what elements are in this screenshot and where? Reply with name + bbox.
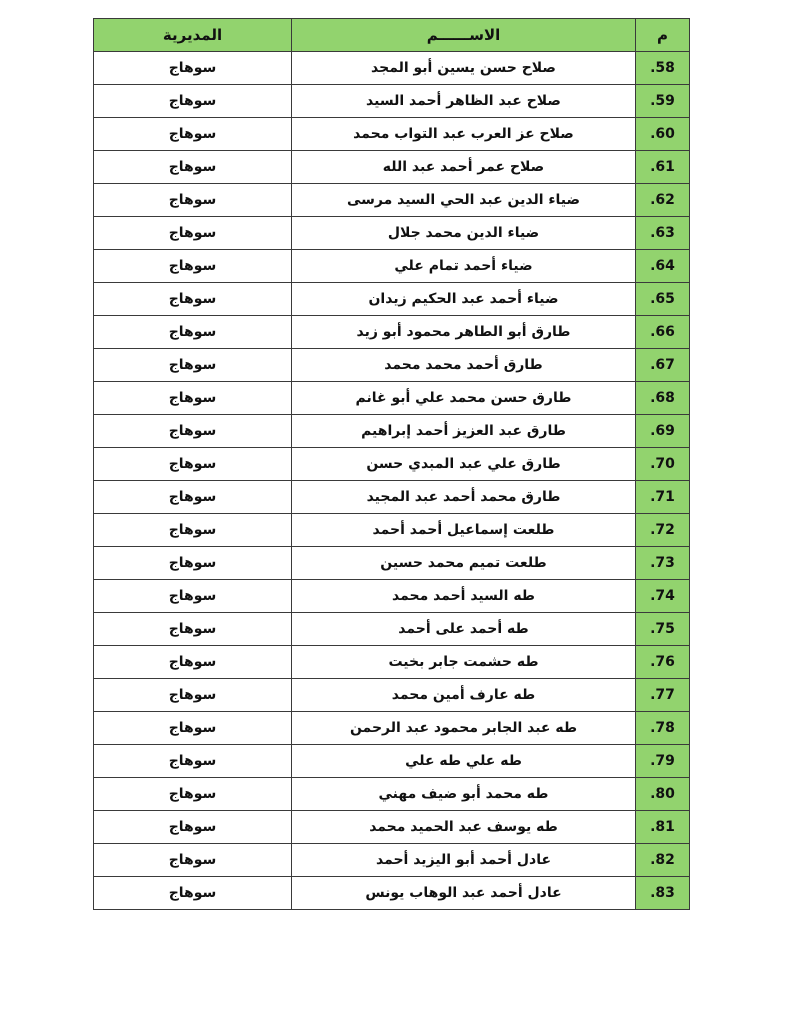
table-row: [94, 646, 690, 679]
name-cell: طه عبد الجابر محمود عبد الرحمن: [292, 712, 636, 745]
number-cell: .76: [636, 646, 690, 679]
directorate-cell: سوهاج: [94, 382, 292, 415]
name-cell: طه يوسف عبد الحميد محمد: [292, 811, 636, 844]
number-cell: .61: [636, 151, 690, 184]
table-row: [94, 745, 690, 778]
number-cell: .58: [636, 52, 690, 85]
table-row: [94, 316, 690, 349]
number-cell: .64: [636, 250, 690, 283]
table-row: [94, 184, 690, 217]
name-cell: طه أحمد على أحمد: [292, 613, 636, 646]
directorate-cell: سوهاج: [94, 151, 292, 184]
table-row: [94, 85, 690, 118]
directorate-cell: سوهاج: [94, 250, 292, 283]
table-row: [94, 151, 690, 184]
header-name: الاســــــم: [292, 19, 636, 52]
name-cell: طارق محمد أحمد عبد المجيد: [292, 481, 636, 514]
number-cell: .78: [636, 712, 690, 745]
number-cell: .63: [636, 217, 690, 250]
number-cell: .62: [636, 184, 690, 217]
number-cell: .79: [636, 745, 690, 778]
directorate-cell: سوهاج: [94, 646, 292, 679]
name-cell: صلاح عبد الظاهر أحمد السيد: [292, 85, 636, 118]
header-directorate: المديرية: [94, 19, 292, 52]
table-row: [94, 580, 690, 613]
number-cell: .65: [636, 283, 690, 316]
directorate-cell: سوهاج: [94, 514, 292, 547]
number-cell: .60: [636, 118, 690, 151]
directorate-cell: سوهاج: [94, 118, 292, 151]
directorate-cell: سوهاج: [94, 85, 292, 118]
table-row: [94, 217, 690, 250]
name-cell: طه السيد أحمد محمد: [292, 580, 636, 613]
table-row: [94, 415, 690, 448]
name-cell: طه حشمت جابر بخيت: [292, 646, 636, 679]
table-row: [94, 52, 690, 85]
name-cell: ضياء أحمد عبد الحكيم زيدان: [292, 283, 636, 316]
number-cell: .72: [636, 514, 690, 547]
header-row: [94, 19, 690, 52]
number-cell: .75: [636, 613, 690, 646]
number-cell: .67: [636, 349, 690, 382]
table-row: [94, 118, 690, 151]
table-header: [94, 19, 690, 52]
table-row: [94, 448, 690, 481]
directorate-cell: سوهاج: [94, 547, 292, 580]
table-row: [94, 481, 690, 514]
directorate-cell: سوهاج: [94, 844, 292, 877]
table-row: [94, 712, 690, 745]
name-cell: ضياء الدين عبد الحي السيد مرسى: [292, 184, 636, 217]
directorate-cell: سوهاج: [94, 778, 292, 811]
directorate-cell: سوهاج: [94, 184, 292, 217]
table-row: [94, 514, 690, 547]
directorate-cell: سوهاج: [94, 217, 292, 250]
directorate-cell: سوهاج: [94, 811, 292, 844]
table-row: [94, 877, 690, 910]
number-cell: .69: [636, 415, 690, 448]
name-cell: طارق عبد العزيز أحمد إبراهيم: [292, 415, 636, 448]
name-cell: طلعت تميم محمد حسين: [292, 547, 636, 580]
number-cell: .66: [636, 316, 690, 349]
directorate-cell: سوهاج: [94, 877, 292, 910]
directorate-cell: سوهاج: [94, 349, 292, 382]
name-cell: طه علي طه علي: [292, 745, 636, 778]
name-cell: ضياء أحمد تمام علي: [292, 250, 636, 283]
name-cell: طلعت إسماعيل أحمد أحمد: [292, 514, 636, 547]
directorate-cell: سوهاج: [94, 745, 292, 778]
number-cell: .77: [636, 679, 690, 712]
table-body: [94, 52, 690, 910]
name-cell: طارق أحمد محمد محمد: [292, 349, 636, 382]
table-row: [94, 778, 690, 811]
name-cell: صلاح عز العرب عبد التواب محمد: [292, 118, 636, 151]
directorate-cell: سوهاج: [94, 316, 292, 349]
table-row: [94, 679, 690, 712]
table-row: [94, 547, 690, 580]
directorate-cell: سوهاج: [94, 415, 292, 448]
directorate-cell: سوهاج: [94, 481, 292, 514]
table-row: [94, 811, 690, 844]
number-cell: .74: [636, 580, 690, 613]
number-cell: .71: [636, 481, 690, 514]
table-row: [94, 382, 690, 415]
name-cell: طارق علي عبد المبدي حسن: [292, 448, 636, 481]
directorate-cell: سوهاج: [94, 613, 292, 646]
name-cell: عادل أحمد أبو اليزيد أحمد: [292, 844, 636, 877]
directorate-cell: سوهاج: [94, 712, 292, 745]
table-row: [94, 283, 690, 316]
table-row: [94, 613, 690, 646]
number-cell: .81: [636, 811, 690, 844]
directorate-cell: سوهاج: [94, 580, 292, 613]
number-cell: .80: [636, 778, 690, 811]
number-cell: .73: [636, 547, 690, 580]
directorate-cell: سوهاج: [94, 448, 292, 481]
name-cell: طه عارف أمين محمد: [292, 679, 636, 712]
name-cell: طه محمد أبو ضيف مهني: [292, 778, 636, 811]
name-cell: صلاح حسن يسين أبو المجد: [292, 52, 636, 85]
directorate-cell: سوهاج: [94, 52, 292, 85]
name-cell: صلاح عمر أحمد عبد الله: [292, 151, 636, 184]
name-cell: ضياء الدين محمد جلال: [292, 217, 636, 250]
table-row: [94, 349, 690, 382]
roster-table: [93, 18, 690, 910]
directorate-cell: سوهاج: [94, 283, 292, 316]
table-row: [94, 844, 690, 877]
number-cell: .83: [636, 877, 690, 910]
number-cell: .59: [636, 85, 690, 118]
name-cell: عادل أحمد عبد الوهاب يونس: [292, 877, 636, 910]
directorate-cell: سوهاج: [94, 679, 292, 712]
name-cell: طارق حسن محمد علي أبو غانم: [292, 382, 636, 415]
number-cell: .68: [636, 382, 690, 415]
table-row: [94, 250, 690, 283]
name-cell: طارق أبو الطاهر محمود أبو زيد: [292, 316, 636, 349]
header-number: م: [636, 19, 690, 52]
number-cell: .82: [636, 844, 690, 877]
number-cell: .70: [636, 448, 690, 481]
